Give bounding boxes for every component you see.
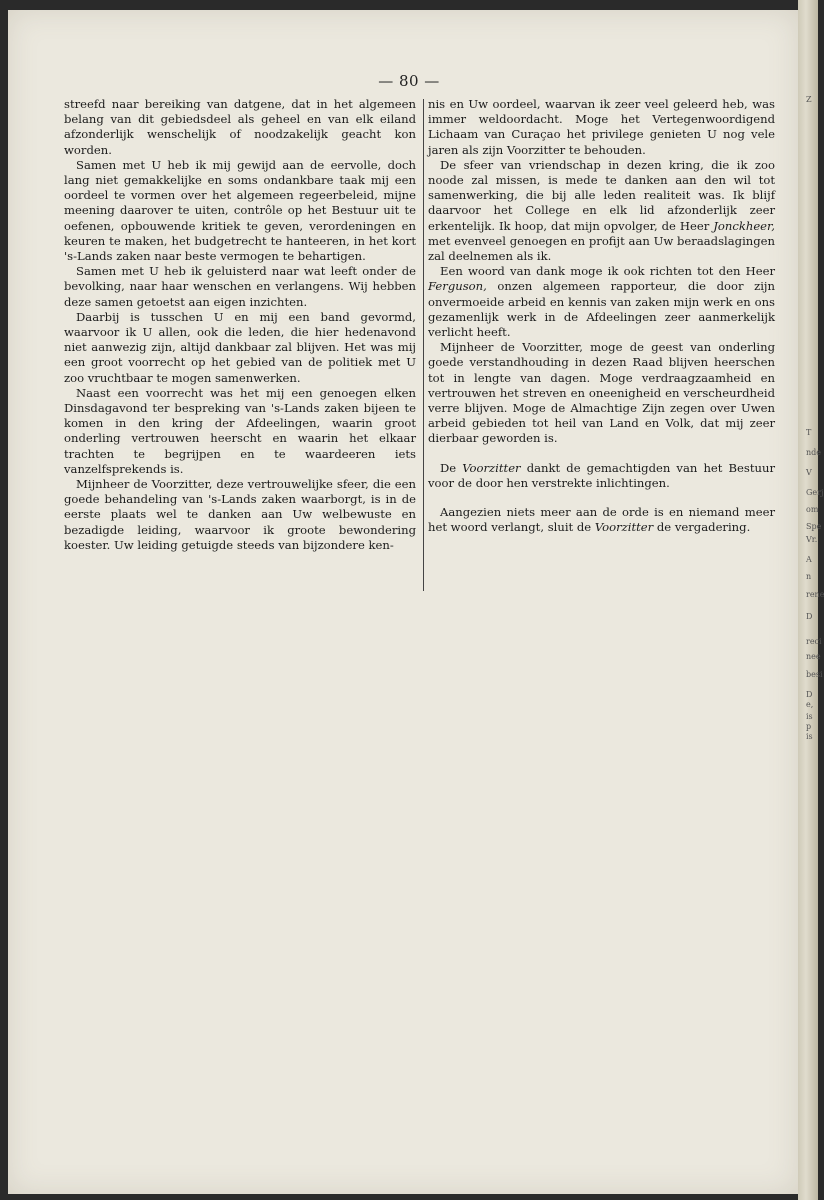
paragraph: Samen met U heb ik mij gewijd aan de eervolle, doch lang niet gemakkelijke en soms ondankbare taak mij een oordeel te vormen over het algemeen regeerbeleid, mijne meening daarover te uiten, contrôle op het Bestuur uit te oefenen, opbouwende kritiek te geven, verordeningen en keuren te maken, het budgetrecht te hanteeren, in het kort 's-Lands zaken naar beste vermogen te behartigen.	[64, 157, 416, 264]
edge-fragment: nde	[806, 448, 822, 457]
name-jonckheer: Jonckheer,	[713, 218, 775, 233]
edge-fragment: om	[806, 505, 819, 514]
edge-fragment: is	[806, 712, 813, 721]
paragraph: De sfeer van vriendschap in dezen kring, die ik zoo noode zal missen, is mede te danken aan den wil tot samenwerking, die bij alle leden realiteit was. Ik blijf daarvoor het College en elk lid afzonderlijk zeer erkentelijk. Ik hoop, dat mijn opvolger, de Heer Jonckheer, met evenveel genoegen en profijt aan Uw beraadslagingen zal deelnemen als ik.	[428, 157, 775, 264]
paragraph: Samen met U heb ik geluisterd naar wat leeft onder de bevolking, naar haar wenschen en verlangens. Wij hebben deze samen getoetst aan eigen inzichten.	[64, 264, 416, 309]
paragraph: nis en Uw oordeel, waarvan ik zeer veel geleerd heb, was immer weldoordacht. Moge het Vertegenwoordigend Lichaam van Curaçao het privilege genieten U nog vele jaren als zijn Voorzitter te behouden.	[428, 97, 775, 157]
edge-fragment: D	[806, 612, 813, 621]
edge-fragment: Gerj	[806, 488, 824, 497]
edge-fragment: n	[806, 572, 812, 581]
page-number: — 80 —	[378, 72, 440, 90]
right-column	[428, 97, 775, 535]
name-ferguson: Ferguson,	[428, 279, 487, 294]
paragraph: Mijnheer de Voorzitter, moge de geest van onderling goede verstandhouding in dezen Raad blijven heerschen tot in lengte van dagen. Moge verdraagzaamheid en vertrouwen het streven en oneenigheid en verscheurdheid verre blijven. Moge de Almachtige Zijn zegen over Uwen arbeid gebieden tot heil van Land en Volk, dat mij zeer dierbaar geworden is.	[428, 340, 775, 446]
paragraph: Een woord van dank moge ik ook richten tot den Heer Ferguson, onzen algemeen rapporteur, die door zijn onvermoeide arbeid en kennis van zaken mijn werk en ons gezamenlijk werk in de Afdeelingen zeer aanmerkelijk verlicht heeft.	[428, 264, 775, 340]
edge-fragment: Spe	[806, 522, 822, 531]
edge-fragment: e,	[806, 700, 814, 709]
column-divider	[423, 99, 424, 591]
edge-fragment: p	[806, 722, 812, 731]
name-voorzitter: Voorzitter	[594, 520, 654, 535]
paragraph: Naast een voorrecht was het mij een genoegen elken Dinsdagavond ter bespreking van 's-Lands zaken bijeen te komen in den kring der Afdeelingen, waarin groot onderling vertrouwen heerscht en waarin het elkaar trachten te begrijpen en te waardeeren iets vanzelfsprekends is.	[64, 385, 416, 476]
paragraph: Aangezien niets meer aan de orde is en niemand meer het woord verlangt, sluit de Voorzitter de vergadering.	[428, 505, 775, 535]
edge-fragment: Vr.	[806, 535, 818, 544]
edge-fragment: nee	[806, 652, 821, 661]
edge-fragment: is	[806, 732, 813, 741]
edge-fragment: A	[806, 555, 812, 564]
edge-fragment: D	[806, 690, 813, 699]
paragraph: De Voorzitter dankt de gemachtigden van het Bestuur voor de door hen verstrekte inlichtingen.	[428, 460, 775, 490]
name-voorzitter: Voorzitter	[462, 460, 521, 475]
adjacent-page-edge	[798, 0, 824, 1200]
edge-fragment: rene	[806, 590, 824, 599]
paragraph: Daarbij is tusschen U en mij een band gevormd, waarvoor ik U allen, ook die leden, die hier hedenavond niet aanwezig zijn, altijd dankbaar zal blijven. Het was mij een groot voorrecht op het gebied van de politiek met U zoo vruchtbaar te mogen samenwerken.	[64, 309, 416, 385]
paragraph: streefd naar bereiking van datgene, dat in het algemeen belang van dit gebiedsdeel als geheel en van elk eiland afzonderlijk wenschelijk of noodzakelijk geacht kon worden.	[64, 97, 416, 157]
paragraph: Mijnheer de Voorzitter, deze vertrouwelijke sfeer, die een goede behandeling van 's-Lands zaken waarborgt, is in de eerste plaats wel te danken aan Uw welbewuste en bezadigde leiding, waarvoor ik groote bewondering koester. Uw leiding getuigde steeds van bijzondere ken-	[64, 477, 416, 552]
left-column	[64, 97, 416, 553]
edge-fragment: reci	[806, 637, 822, 646]
edge-fragment: T	[806, 428, 812, 437]
edge-fragment: V	[806, 468, 812, 477]
edge-fragment: besi	[806, 670, 823, 679]
edge-fragment: Z	[806, 95, 812, 104]
